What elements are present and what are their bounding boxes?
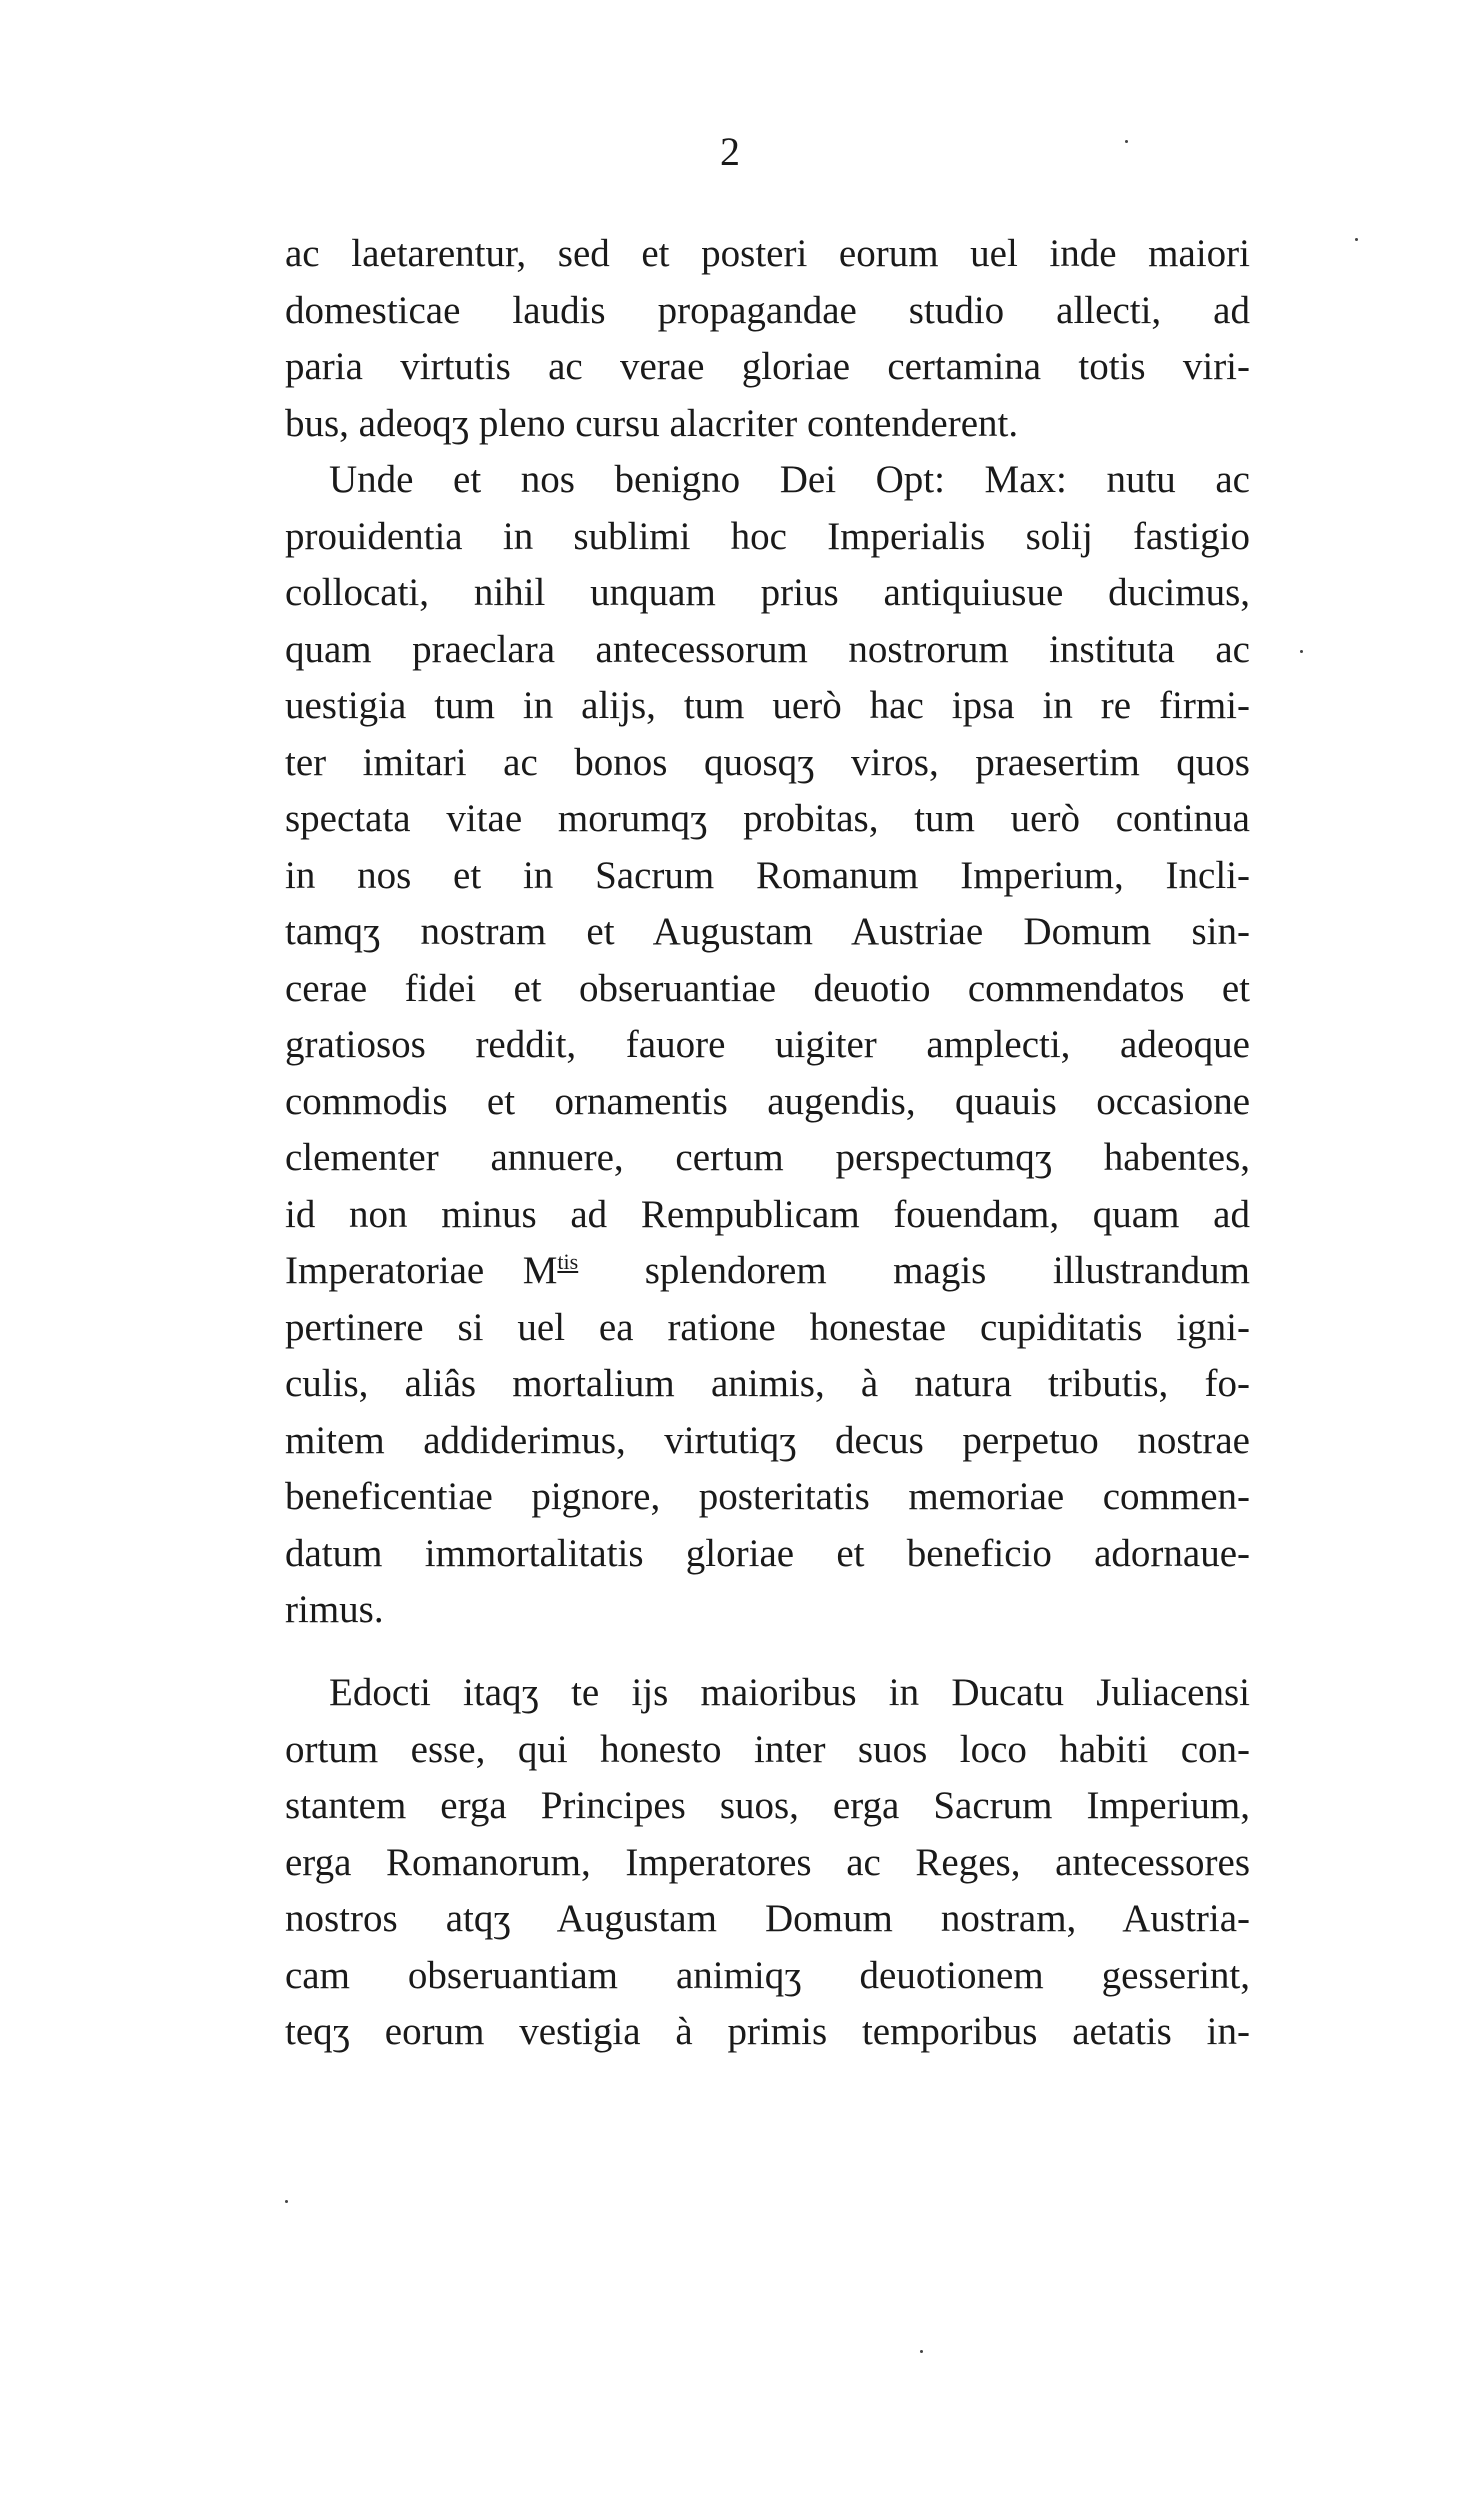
text-line: nostros atqʒ Augustam Domum nostram, Austria- [285,1897,1250,1940]
abbreviation-superscript: tis [557,1249,579,1274]
text-segment: Imperatoriae M [285,1249,558,1292]
text-line: collocati, nihil unquam prius antiquiusue ducimus, [285,571,1250,614]
text-line: in nos et in Sacrum Romanum Imperium, Incli- [285,853,1250,897]
text-line: prouidentia in sublimi hoc Imperialis solij fastigio [285,514,1250,558]
text-line: stantem erga Principes suos, erga Sacrum Imperium, [285,1784,1250,1827]
text-line: gratiosos reddit, fauore uigiter amplecti, adeoque [285,1023,1250,1066]
text-line: ortum esse, qui honesto inter suos loco habiti con- [285,1727,1250,1771]
paragraph-2 [285,452,1250,1639]
text-line: beneficentiae pignore, posteritatis memoriae commen- [285,1475,1250,1518]
text-line: commodis et ornamentis augendis, quauis occasione [285,1079,1250,1123]
text-line: cam obseruantiam animiqʒ deuotionem gesserint, [285,1953,1250,1997]
text-line: cerae fidei et obseruantiae deuotio commendatos et [285,966,1250,1010]
text-line: mitem addiderimus, virtutiqʒ decus perpetuo nostrae [285,1418,1250,1462]
text-line: ter imitari ac bonos quosqʒ viros, praesertim quos [285,740,1250,784]
text-line: paria virtutis ac verae gloriae certamina totis viri- [285,345,1250,388]
text-line: pertinere si uel ea ratione honestae cupiditatis igni- [285,1305,1250,1349]
paragraph-1 [285,226,1250,452]
text-line: spectata vitae morumqʒ probitas, tum uerò continua [285,797,1250,840]
text-line: quam praeclara antecessorum nostrorum instituta ac [285,627,1250,671]
scan-speck [1125,140,1128,143]
text-line: clementer annuere, certum perspectumqʒ habentes, [285,1136,1250,1179]
page-number: 2 [720,129,740,174]
scan-speck [920,2350,923,2353]
paragraph-3 [285,1665,1250,2061]
text-line [285,1243,1250,1300]
text-line: erga Romanorum, Imperatores ac Reges, antecessores [285,1840,1250,1884]
scan-speck [285,2200,288,2203]
text-line: Unde et nos benigno Dei Opt: Max: nutu ac [329,458,1250,501]
text-line: rimus. [285,1588,384,1631]
text-line: Edocti itaqʒ te ijs maioribus in Ducatu Juliacensi [329,1671,1250,1714]
scan-speck [1300,650,1303,653]
text-line: id non minus ad Rempublicam fouendam, quam ad [285,1192,1250,1236]
text-line: datum immortalitatis gloriae et beneficio adornaue- [285,1531,1250,1575]
text-segment: splendorem magis illustrandum [578,1249,1251,1292]
text-line: teqʒ eorum vestigia à primis temporibus aetatis in- [285,2010,1250,2053]
text-line: ac laetarentur, sed et posteri eorum uel inde maiori [285,232,1250,275]
text-line: culis, aliâs mortalium animis, à natura tributis, fo- [285,1362,1250,1405]
text-line: tamqʒ nostram et Augustam Austriae Domum sin- [285,910,1250,953]
text-line: domesticae laudis propagandae studio allecti, ad [285,288,1250,332]
scan-speck [1355,238,1358,241]
text-line: uestigia tum in alijs, tum uerò hac ipsa in re firmi- [285,684,1250,727]
text-line: bus, adeoqʒ pleno cursu alacriter contenderent. [285,401,1019,445]
